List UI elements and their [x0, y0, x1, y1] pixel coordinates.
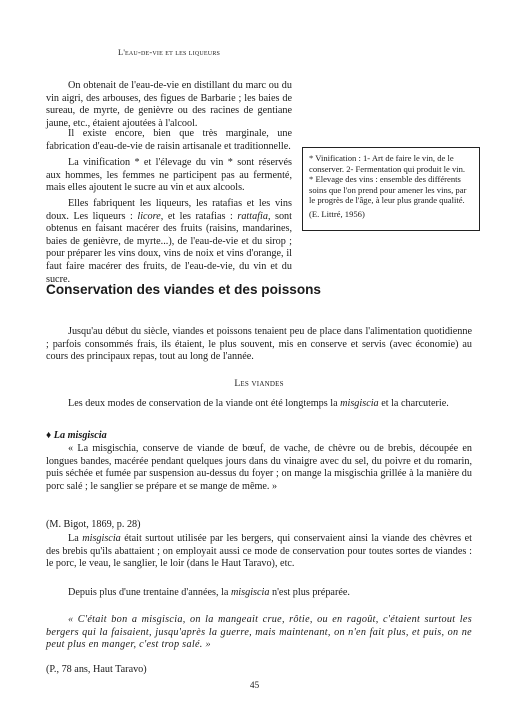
quote-source-bigot: (M. Bigot, 1869, p. 28)	[46, 519, 141, 530]
quote-text: « La misgischia, conserve de viande de bœuf, de vache, de chèvre ou de brebis, découpée en longues bandes, macérée pendant quelques jours dans du vinaigre avec du sel, du poivre et du romarin, puis séchée et fumée par suspension au-dessus du foyer ; on mange la misgischia grillée à la manière du porc salé ; le sanglier se prépare et se mange de même. »	[46, 443, 472, 492]
quote-source-taravo: (P., 78 ans, Haut Taravo)	[46, 664, 147, 675]
paragraph: La vinification * et l'élevage du vin * sont réservés aux hommes, les femmes ne participent pas au fermenté, mais elles ajoutent le sucre au vin et aux alcools.	[46, 157, 292, 194]
subheading-viandes: Les viandes	[234, 378, 284, 389]
text-run: et la charcuterie.	[378, 398, 449, 409]
text-run: , et les ratafias :	[160, 210, 238, 222]
section-title: Conservation des viandes et des poissons	[46, 282, 321, 297]
bullet-heading	[46, 430, 472, 443]
paragraph: Il existe encore, bien que très marginale, une fabrication d'eau-de-vie de raisin artisanale et traditionnelle.	[46, 128, 292, 152]
page-number: 45	[249, 681, 260, 691]
paragraph: On obtenait de l'eau-de-vie en distillant du marc ou du vin aigri, des arbouses, des figues de Barbarie ; les baies de sureau, de myrte, de genièvre ou des racines de gentiane jaune, etc., étaient ajoutées à l'alcool.	[46, 80, 292, 129]
term-misgiscia: misgiscia	[340, 398, 379, 409]
paragraph-vinification	[46, 157, 292, 195]
diamond-bullet-icon: ♦	[46, 430, 52, 441]
text-run: Les deux modes de conservation de la viande ont été longtemps la	[68, 398, 341, 409]
paragraph-artisanale	[46, 128, 292, 153]
paragraph: Jusqu'au début du siècle, viandes et poissons tenaient peu de place dans l'alimentation quotidienne ; parfois consommés frais, ils étaient, le plus souvent, mis en conserve et servis (avec économie) au cours des principaux repas, tout au long de l'année.	[46, 326, 472, 363]
quote-text: « C'était bon a misgiscia, on la mangeait crue, rôtie, ou en ragoût, c'étaient surtout les bergers qui la faisaient, jusqu'après la guerre, mais maintenant, on n'en fait plus, et puis, on ne peut plus en manger, c'est trop salé. »	[46, 614, 472, 651]
term-licore: licore	[137, 210, 161, 222]
term-rattafia: rattafia	[237, 210, 268, 222]
sidenote-vinification: * Vinification : 1- Art de faire le vin, de le conserver. 2- Fermentation qui produit le vin.	[309, 153, 466, 174]
paragraph-bergers	[46, 533, 472, 571]
bullet-title: La misgiscia	[53, 430, 107, 441]
sidenote-source: (E. Littré, 1956)	[309, 208, 365, 219]
paragraph	[46, 533, 472, 571]
paragraph	[46, 398, 472, 411]
term-misgiscia: misgiscia	[230, 587, 270, 598]
paragraph-liqueurs	[46, 198, 292, 286]
quote-bigot	[46, 443, 472, 493]
text-run: La	[68, 533, 83, 544]
text-run: Elles fabriquent les liqueurs, les ratafias et les vins doux. Les liqueurs :	[46, 198, 292, 222]
text-run: n'est plus préparée.	[269, 587, 350, 598]
paragraph-trentaine	[46, 587, 472, 600]
quote-haut-taravo	[46, 614, 472, 652]
paragraph	[46, 198, 292, 286]
text-run: était surtout utilisée par les bergers, qui conservaient ainsi la viande des chèvres et des brebis qu'ils abattaient ; on employait aussi ce mode de conservation pour toutes sortes de viandes : le porc, le veau, le sanglier, le loir (dans le Haut Taravo), etc.	[46, 533, 472, 570]
paragraph-modes	[46, 398, 472, 411]
paragraph	[46, 587, 472, 600]
text-run: , sont obtenus en faisant macérer des fruits (raisins, mandarines, baies de genièvre, de myrte...), de l'eau-de-vie et du sirop ; pour préparer les vins doux, vins de noix et vins d'orange, il faut faire macérer des fruits, de l'eau-de-vie, du vin et du sucre.	[46, 210, 292, 285]
text-run: Depuis plus d'une trentaine d'années, la	[68, 587, 231, 598]
paragraph-distillation	[46, 80, 292, 130]
sidenote-elevage: * Elevage des vins : ensemble des différents soins que l'on prend pour amener les vins, par le progrès de l'âge, à leur plus grande qualité.	[309, 174, 467, 206]
running-head: L'eau-de-vie et les liqueurs	[118, 48, 221, 57]
definition-sidenote	[302, 147, 480, 231]
term-misgiscia: misgiscia	[82, 533, 121, 544]
paragraph-intro-viandes	[46, 326, 472, 364]
